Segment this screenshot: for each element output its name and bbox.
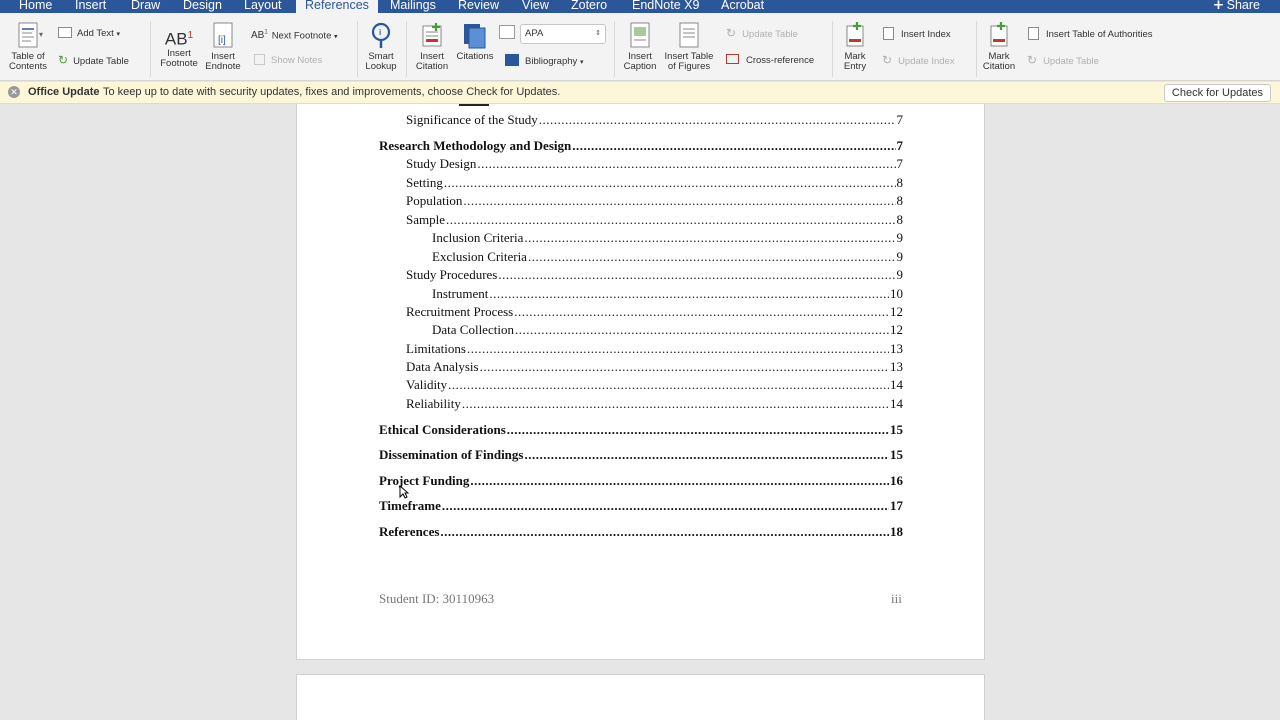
chevron-down-icon[interactable]: ▾ (39, 30, 44, 39)
group-divider (357, 21, 358, 77)
insert-table-of-authorities-button[interactable] (1028, 27, 1153, 41)
smart-lookup-label-1: Smart (368, 51, 394, 62)
toc-dot-leader (442, 498, 889, 514)
insert-footnote-label-2: Footnote (160, 58, 198, 69)
references-ribbon (0, 13, 1280, 81)
toc-entry[interactable] (379, 138, 903, 155)
citation-style-select[interactable] (520, 24, 606, 44)
group-divider (406, 21, 407, 77)
mouse-cursor-icon (399, 485, 409, 499)
toc-entry[interactable] (406, 359, 903, 376)
tab-acrobat[interactable]: Acrobat (721, 0, 765, 12)
toc-entry-title: Limitations (406, 341, 466, 356)
footer-page-number: iii (891, 591, 902, 606)
insert-caption-icon (628, 21, 652, 49)
toc-entry-page: 10 (890, 286, 903, 301)
toc-entry-page: 7 (896, 112, 903, 127)
table-of-authorities-icon (1028, 27, 1039, 40)
tab-insert[interactable]: Insert (75, 0, 107, 12)
toc-entry-title: Data Analysis (406, 359, 479, 374)
toc-entry[interactable] (406, 175, 903, 192)
toc-entry-page: 8 (896, 175, 903, 190)
update-index-button[interactable] (882, 54, 955, 68)
add-person-icon: ➕︎ (1213, 0, 1224, 12)
tab-design[interactable]: Design (183, 0, 222, 12)
insert-index-button[interactable] (883, 27, 951, 41)
show-notes-button[interactable] (254, 54, 322, 67)
toc-entry-page: 15 (890, 422, 903, 437)
chevron-updown-icon: ⇕ (595, 30, 601, 37)
insert-citation-icon (418, 21, 446, 49)
update-table-of-authorities-button[interactable] (1027, 54, 1099, 68)
insert-citation-button[interactable] (411, 21, 453, 72)
toc-entry[interactable] (406, 377, 903, 394)
toc-entry-title: Recruitment Process (406, 304, 514, 319)
toc-entry-title: Population (406, 193, 463, 208)
toc-entry-page: 17 (890, 498, 903, 513)
svg-text:[i]: [i] (218, 35, 226, 46)
toc-entry-title: Timeframe (379, 498, 441, 513)
show-notes-icon (254, 54, 265, 65)
footnote-icon: $AB^1$ (164, 29, 194, 49)
mark-citation-label-2: Citation (982, 61, 1016, 72)
svg-text:i: i (379, 28, 382, 37)
toc-entry-title: Study Design (406, 156, 477, 171)
toc-entry-page: 15 (890, 447, 903, 462)
refresh-icon: ↻ (882, 53, 893, 67)
toc-entry[interactable] (379, 447, 903, 464)
mark-entry-label-1: Mark (844, 51, 866, 62)
toc-entry[interactable] (406, 156, 903, 173)
insert-caption-label-1: Insert (628, 51, 652, 62)
ribbon-tab-bar (0, 0, 1280, 13)
toc-entry-title: References (379, 524, 440, 539)
toc-entry-title: Validity (406, 377, 448, 392)
toc-entry-title: Research Methodology and Design (379, 138, 572, 153)
insert-citation-label-2: Citation (415, 61, 449, 72)
share-label: Share (1226, 0, 1260, 12)
insert-table-of-figures-button[interactable] (661, 21, 717, 72)
toc-dot-leader (539, 112, 896, 128)
next-footnote-label: Next Footnote (271, 30, 332, 42)
toc-dot-leader (477, 156, 895, 172)
toc-dot-leader (463, 193, 895, 209)
search-icon (367, 21, 395, 49)
toc-dot-leader (444, 175, 896, 191)
toc-entry[interactable] (406, 396, 903, 413)
tab-view[interactable]: View (522, 0, 549, 12)
add-text-icon (58, 27, 72, 38)
toc-dot-leader (448, 377, 889, 393)
toc-entry-title: Significance of the Study (406, 112, 538, 127)
insert-index-label: Insert Index (901, 29, 951, 40)
insert-tof-label-2: of Figures (667, 61, 711, 72)
toc-entry-page: 12 (890, 322, 903, 337)
chevron-down-icon: ▾ (116, 31, 120, 38)
toc-entry-title: Reliability (406, 396, 461, 411)
insert-endnote-label-1: Insert (211, 51, 235, 62)
chevron-down-icon: ▾ (579, 59, 584, 66)
insert-caption-label-2: Caption (623, 61, 657, 72)
citations-icon (461, 21, 489, 49)
table-of-contents-label-2: Contents (8, 61, 48, 72)
toc-dot-leader (440, 524, 889, 540)
refresh-icon: ↻ (1027, 53, 1038, 67)
toc-entry-page: 16 (890, 473, 903, 488)
mark-citation-button[interactable] (980, 21, 1018, 72)
mark-citation-label-1: Mark (988, 51, 1010, 62)
toc-dot-leader (470, 473, 889, 489)
update-index-label: Update Index (898, 56, 955, 67)
insert-index-icon (883, 27, 894, 40)
next-footnote-icon: $AB^1$ (251, 30, 268, 42)
chevron-down-icon: ▾ (334, 33, 338, 41)
toc-dot-leader (480, 359, 889, 375)
toc-entry-page: 7 (896, 156, 903, 171)
toc-entry[interactable] (406, 193, 903, 210)
insert-citation-label-1: Insert (420, 51, 444, 62)
toc-dot-leader (528, 249, 896, 265)
toc-entry-title: Sample (406, 212, 445, 227)
cross-reference-icon (726, 54, 739, 64)
toc-dot-leader (462, 396, 889, 412)
toc-dot-leader (572, 138, 895, 154)
toc-entry[interactable] (406, 304, 903, 321)
next-footnote-button[interactable] (251, 27, 338, 43)
toc-entry[interactable] (432, 286, 903, 303)
toc-entry-page: 8 (896, 212, 903, 227)
table-of-figures-icon (677, 21, 701, 49)
toc-dot-leader (498, 267, 895, 283)
message-title: Office Update (28, 86, 100, 98)
bibliography-label: Bibliography (525, 56, 578, 67)
close-icon[interactable]: ✕ (8, 86, 20, 98)
office-update-message-bar (0, 82, 1280, 104)
toc-entry[interactable] (406, 212, 903, 229)
refresh-icon: ↻ (58, 53, 69, 67)
bibliography-icon (505, 54, 519, 66)
toc-entry-title: Exclusion Criteria (432, 249, 527, 264)
citations-label: Citations (456, 51, 494, 62)
update-table-label: Update Table (1043, 56, 1099, 67)
add-text-label: Add Text (77, 28, 114, 39)
insert-footnote-label-1: Insert (167, 48, 191, 59)
tab-endnote[interactable]: EndNote X9 (632, 0, 700, 12)
mark-entry-icon (842, 21, 868, 49)
mark-entry-button[interactable] (836, 21, 874, 72)
toc-dot-leader (446, 212, 896, 228)
citations-button[interactable] (454, 21, 496, 62)
smart-lookup-button[interactable] (361, 21, 401, 72)
toc-entry-title: Ethical Considerations (379, 422, 506, 437)
group-divider (976, 21, 977, 77)
cross-reference-button[interactable] (726, 54, 814, 67)
mark-citation-icon (986, 21, 1012, 49)
tab-zotero[interactable]: Zotero (571, 0, 608, 12)
document-page[interactable] (296, 104, 985, 660)
toc-entry[interactable] (379, 473, 903, 490)
update-table-button[interactable] (58, 54, 129, 68)
toc-entry-title: Dissemination of Findings (379, 447, 524, 462)
update-table-label: Update Table (73, 56, 129, 67)
toc-entry-title: Instrument (432, 286, 489, 301)
insert-tof-label-1: Insert Table (664, 51, 714, 62)
toc-entry[interactable] (406, 341, 903, 358)
toc-dot-leader (507, 422, 889, 438)
manage-sources-icon[interactable] (499, 25, 515, 39)
tab-references[interactable]: References (296, 0, 378, 13)
update-table-of-figures-button[interactable] (726, 27, 798, 41)
mark-entry-label-2: Entry (843, 61, 867, 72)
message-body: To keep up to date with security updates, fixes and improvements, choose Check for Updates. (103, 86, 561, 98)
toc-entry-title: Data Collection (432, 322, 514, 337)
toc-entry-page: 12 (890, 304, 903, 319)
tab-mailings[interactable]: Mailings (390, 0, 436, 12)
group-divider (614, 21, 615, 77)
refresh-icon: ↻ (726, 26, 737, 40)
toc-entry-page: 9 (896, 249, 903, 264)
table-of-contents-button[interactable] (6, 21, 50, 72)
toc-entry-title: Project Funding (379, 473, 470, 488)
insert-footnote-button[interactable] (157, 21, 201, 69)
share-button[interactable] (1214, 0, 1260, 12)
toc-entry-page: 7 (896, 138, 903, 153)
cross-reference-label: Cross-reference (746, 55, 815, 66)
toc-entry[interactable] (432, 230, 903, 247)
toc-entry[interactable] (379, 498, 903, 515)
toc-entry-title: Study Procedures (406, 267, 498, 282)
smart-lookup-label-2: Lookup (365, 61, 397, 72)
toc-dot-leader (524, 230, 895, 246)
endnote-icon (212, 21, 234, 49)
insert-toa-label: Insert Table of Authorities (1046, 29, 1153, 40)
insert-caption-button[interactable] (619, 21, 661, 72)
tab-layout[interactable]: Layout (244, 0, 282, 12)
toc-entry-page: 13 (890, 359, 903, 374)
toc-entry-page: 14 (890, 396, 903, 411)
toc-entry-title: Inclusion Criteria (432, 230, 524, 245)
clipped-text-line (459, 101, 489, 106)
update-table-label: Update Table (742, 29, 798, 40)
add-text-button[interactable] (58, 27, 120, 41)
toc-entry-page: 9 (896, 267, 903, 282)
toc-entry[interactable] (432, 249, 903, 266)
insert-endnote-button[interactable] (202, 21, 244, 72)
show-notes-label: Show Notes (271, 55, 323, 66)
toc-entry[interactable] (406, 112, 903, 129)
toc-entry-page: 18 (890, 524, 903, 539)
table-of-contents-label-1: Table of (11, 51, 45, 62)
toc-entry[interactable] (432, 322, 903, 339)
document-page-next[interactable] (296, 674, 985, 720)
footer-student-id: Student ID: 30110963 (379, 591, 495, 606)
toc-entry[interactable] (379, 524, 903, 541)
toc-entry-page: 13 (890, 341, 903, 356)
toc-dot-leader (514, 304, 889, 320)
bibliography-button[interactable] (505, 54, 583, 69)
check-for-updates-button[interactable]: Check for Updates (1164, 84, 1271, 102)
toc-entry-page: 8 (896, 193, 903, 208)
toc-dot-leader (515, 322, 889, 338)
toc-dot-leader (524, 447, 889, 463)
tab-draw[interactable]: Draw (131, 0, 161, 12)
group-divider (832, 21, 833, 77)
toc-entry-page: 9 (896, 230, 903, 245)
group-divider (150, 21, 151, 77)
tab-home[interactable]: Home (19, 0, 53, 12)
toc-entry[interactable] (379, 422, 903, 439)
insert-endnote-label-2: Endnote (205, 61, 241, 72)
toc-dot-leader (489, 286, 889, 302)
toc-entry[interactable] (406, 267, 903, 284)
toc-entry-title: Setting (406, 175, 443, 190)
citation-style-value: APA (525, 28, 544, 39)
tab-review[interactable]: Review (458, 0, 499, 12)
toc-dot-leader (467, 341, 889, 357)
table-of-contents-icon (16, 21, 40, 49)
toc-entry-page: 14 (890, 377, 903, 392)
